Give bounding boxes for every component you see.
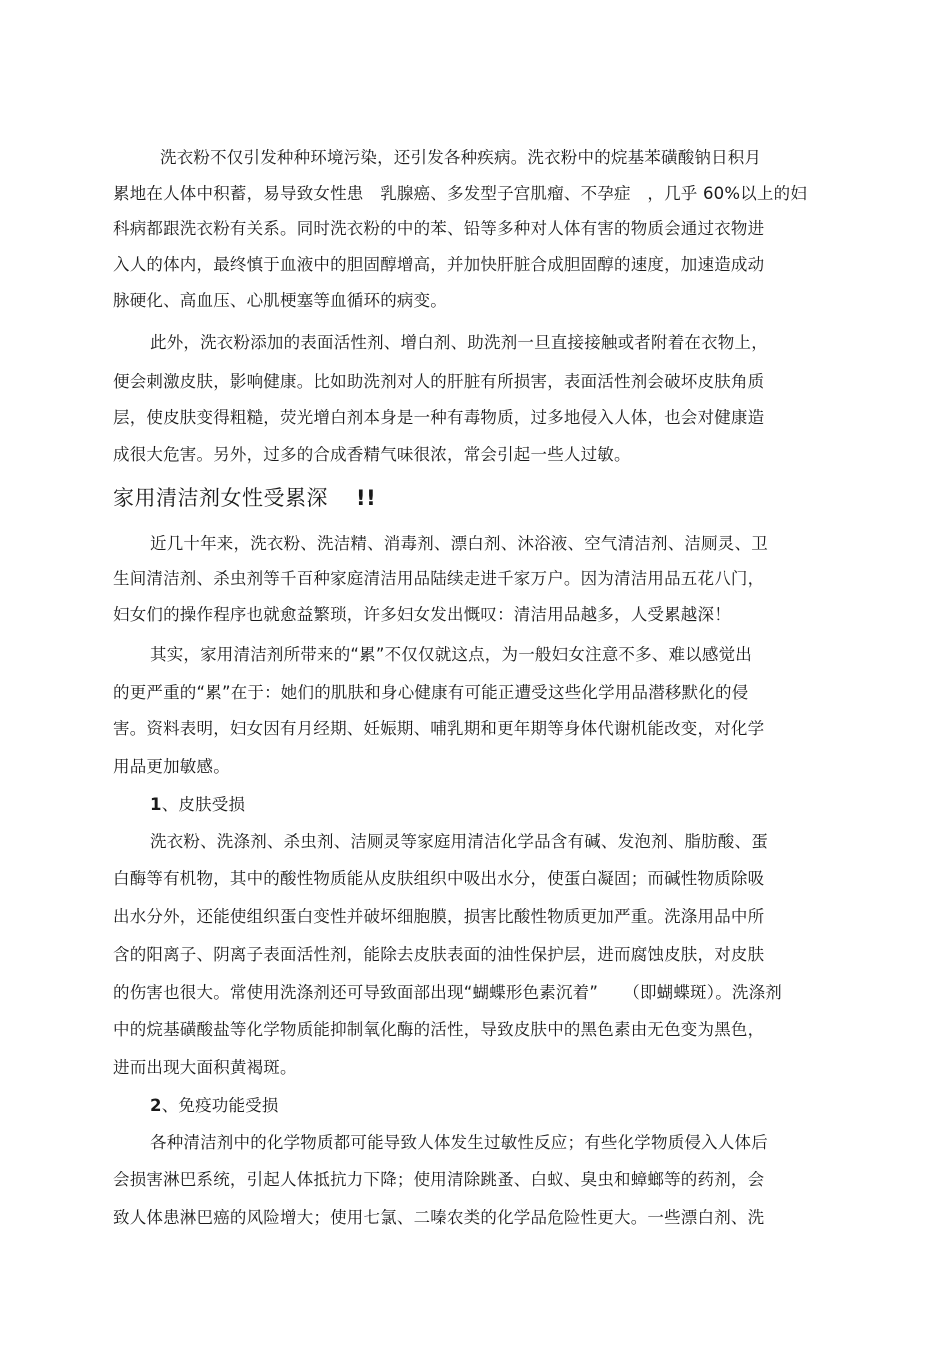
section-heading-suffix: !! (356, 486, 377, 510)
section-1-line-3: 出水分外，还能使组织蛋白变性并破坏细胞膜，损害比酸性物质更加严重。洗涤用品中所 (113, 907, 765, 926)
paragraph-4-line-4: 用品更加敏感。 (113, 757, 230, 776)
section-1-line-4: 含的阳离子、阴离子表面活性剂，能除去皮肤表面的油性保护层，进而腐蚀皮肤，对皮肤 (113, 945, 765, 964)
section-2-line-3: 致人体患淋巴癌的风险增大；使用七氯、二嗪农类的化学品危险性更大。一些漂白剂、洗 (113, 1208, 765, 1227)
section-1-line-5: 的伤害也很大。常使用洗涤剂还可导致面部出现“蝴蝶形色素沉着” （即蝴蝶斑）。洗涤剂 (113, 983, 782, 1002)
section-2-line-1: 各种清洁剂中的化学物质都可能导致人体发生过敏性反应；有些化学物质侵入人体后 (150, 1133, 768, 1152)
paragraph-3-line-2: 生间清洁剂、杀虫剂等千百种家庭清洁用品陆续走进千家万户。因为清洁用品五花八门， (113, 569, 765, 588)
paragraph-1-line-1: 洗衣粉不仅引发种种环境污染，还引发各种疾病。洗衣粉中的烷基苯磺酸钠日积月 (160, 148, 762, 167)
paragraph-1-line-2: 累地在人体中积蓄，易导致女性患 乳腺癌、多发型子宫肌瘤、不孕症 ，几乎 60%以上的妇 (113, 184, 808, 203)
section-1-line-2: 白酶等有机物，其中的酸性物质能从皮肤组织中吸出水分，使蛋白凝固；而碱性物质除吸 (113, 869, 765, 888)
paragraph-1-line-5: 脉硬化、高血压、心肌梗塞等血循环的病变。 (113, 291, 447, 310)
paragraph-4-line-3: 害。资料表明，妇女因有月经期、妊娠期、哺乳期和更年期等身体代谢机能改变，对化学 (113, 719, 765, 738)
section-2-title (150, 1096, 279, 1116)
section-1-number: 1 (150, 795, 162, 814)
paragraph-2-line-4: 成很大危害。另外，过多的合成香精气味很浓，常会引起一些人过敏。 (113, 445, 631, 464)
section-heading (113, 485, 376, 511)
section-2-number: 2 (150, 1096, 162, 1115)
paragraph-3-line-3: 妇女们的操作程序也就愈益繁琐，许多妇女发出慨叹：清洁用品越多，人受累越深！ (113, 605, 731, 624)
paragraph-4-line-1: 其实，家用清洁剂所带来的“累”不仅仅就这点，为一般妇女注意不多、难以感觉出 (150, 645, 752, 664)
paragraph-3-line-1: 近几十年来，洗衣粉、洗洁精、消毒剂、漂白剂、沐浴液、空气清洁剂、洁厕灵、卫 (150, 534, 768, 553)
paragraph-2-line-3: 层，使皮肤变得粗糙，荧光增白剂本身是一种有毒物质，过多地侵入人体，也会对健康造 (113, 408, 765, 427)
section-2-title-text: 、免疫功能受损 (161, 1096, 279, 1115)
paragraph-2-line-2: 便会刺激皮肤，影响健康。比如助洗剂对人的肝脏有所损害，表面活性剂会破坏皮肤角质 (113, 372, 765, 391)
section-2-line-2: 会损害淋巴系统，引起人体抵抗力下降；使用清除跳蚤、白蚁、臭虫和蟑螂等的药剂，会 (113, 1170, 765, 1189)
paragraph-1-line-4: 入人的体内，最终慎于血液中的胆固醇增高，并加快肝脏合成胆固醇的速度，加速造成动 (113, 255, 765, 274)
paragraph-1-line-3: 科病都跟洗衣粉有关系。同时洗衣粉的中的苯、铅等多种对人体有害的物质会通过衣物进 (113, 219, 765, 238)
section-1-line-1: 洗衣粉、洗涤剂、杀虫剂、洁厕灵等家庭用清洁化学品含有碱、发泡剂、脂肪酸、蛋 (150, 832, 768, 851)
paragraph-2-line-1: 此外，洗衣粉添加的表面活性剂、增白剂、助洗剂一旦直接接触或者附着在衣物上， (150, 333, 768, 352)
section-1-line-7: 进而出现大面积黄褐斑。 (113, 1058, 297, 1077)
paragraph-4-line-2: 的更严重的“累”在于：她们的肌肤和身心健康有可能正遭受这些化学用品潜移默化的侵 (113, 683, 749, 702)
section-heading-text: 家用清洁剂女性受累深 (113, 486, 328, 510)
section-1-title-text: 、皮肤受损 (161, 795, 246, 814)
section-1-title (150, 795, 245, 815)
section-1-line-6: 中的烷基磺酸盐等化学物质能抑制氧化酶的活性，导致皮肤中的黑色素由无色变为黑色， (113, 1020, 765, 1039)
